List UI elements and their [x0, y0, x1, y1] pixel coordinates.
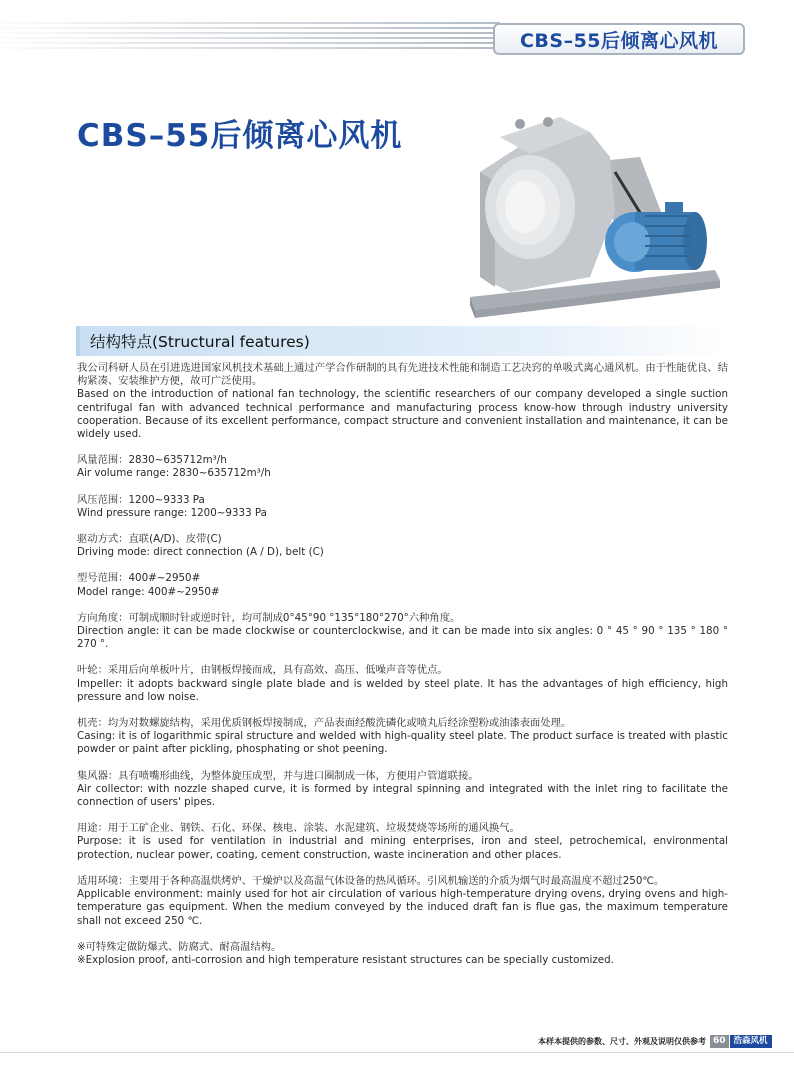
spec-casing-zh: 机壳：均为对数螺旋结构，采用优质钢板焊接制成，产品表面经酸洗磷化或喷丸后经涂塑粉或油漆表面处理。	[77, 717, 572, 730]
spec-air-volume-en: Air volume range: 2830~635712m³/h	[77, 467, 271, 480]
spec-purpose-en: Purpose: it is used for ventilation in industrial and mining enterprises, iron and steel, petrochemical, environmental protection, nuclear power, coating, cement construction, waste incineration and other places.	[77, 835, 728, 861]
spec-direction-angle-zh: 方向角度：可制成顺时针或逆时针，均可制成0°45°90 °135°180°270°六种角度。	[77, 611, 461, 624]
spec-wind-pressure-zh: 风压范围：1200~9333 Pa	[77, 493, 205, 506]
spec-customization-zh: ※可特殊定做防爆式、防腐式、耐高温结构。	[77, 940, 282, 953]
spec-air-collector-zh: 集风器：具有喷嘴形曲线，为整体旋压成型，并与进口圈制成一体，方便用户管道联接。	[77, 769, 479, 782]
spec-driving-mode-zh: 驱动方式：直联(A/D)、皮带(C)	[77, 533, 222, 546]
spec-wind-pressure-en: Wind pressure range: 1200~9333 Pa	[77, 506, 267, 519]
footer-divider	[0, 1052, 794, 1053]
section-title: 结构特点(Structural features)	[90, 333, 310, 351]
header-tab	[493, 23, 745, 55]
spec-impeller-zh: 叶轮：采用后向单板叶片，由钢板焊接而成，具有高效、高压、低噪声音等优点。	[77, 664, 448, 677]
spec-direction-angle-en: Direction angle: it can be made clockwise or counterclockwise, and it can be made into six angles: 0 ° 45 ° 90 ° 135 ° 180 ° 270 °.	[77, 625, 728, 651]
footer-disclaimer: 本样本提供的参数、尺寸、外观及说明仅供参考	[538, 1036, 706, 1046]
spec-customization-en: ※Explosion proof, anti-corrosion and high temperature resistant structures can be specially customized.	[77, 953, 614, 966]
spec-air-volume-zh: 风量范围：2830~635712m³/h	[77, 454, 227, 467]
spec-driving-mode-en: Driving mode: direct connection (A / D), belt (C)	[77, 546, 324, 559]
intro-zh: 我公司科研人员在引进选进国家风机技术基础上通过产学合作研制的具有先进技术性能和制造工艺决窍的单吸式离心通风机。由于性能优良、结构紧凑、安装维护方便，故可广泛使用。	[77, 362, 728, 388]
spec-environment-en: Applicable environment: mainly used for hot air circulation of various high-temperature drying ovens, drying ovens and high-temperature gas equipment. When the medium conveyed by the induced draft fan is flue gas, the maximum temperature shall not exceed 250 ℃.	[77, 888, 728, 927]
intro-en: Based on the introduction of national fan technology, the scientific researchers of our company developed a single suction centrifugal fan with advanced technical performance and manufacturing process know-how through industry university cooperation. Because of its excellent performance, compact structure and convenient installation and maintenance, it can be widely used.	[77, 388, 728, 441]
header-stripes	[0, 22, 500, 52]
spec-casing-en: Casing: it is of logarithmic spiral structure and welded with high-quality steel plate. The product surface is treated with plastic powder or paint after pickling, phosphating or shot peening.	[77, 730, 728, 756]
footer-brand: 浩森风机	[730, 1035, 772, 1048]
features-content	[77, 362, 728, 967]
section-header-structural-features	[76, 326, 728, 356]
header-tab-title: CBS–55后倾离心风机	[519, 29, 719, 52]
page-footer	[538, 1034, 772, 1048]
page-number: 60	[710, 1035, 729, 1048]
spec-model-range-en: Model range: 400#~2950#	[77, 585, 220, 598]
spec-model-range-zh: 型号范围：400#~2950#	[77, 572, 201, 585]
spec-air-collector-en: Air collector: with nozzle shaped curve, it is formed by integral spinning and integrated with the inlet ring to facilitate the connection of users' pipes.	[77, 782, 728, 809]
spec-purpose-zh: 用途：用于工矿企业、钢铁、石化、环保、核电、涂装、水泥建筑、垃圾焚烧等场所的通风换气。	[77, 822, 520, 835]
spec-environment-zh: 适用环境：主要用于各种高温烘烤炉、干燥炉以及高温气体设备的热风循环。引风机输送的介质为烟气时最高温度不超过250℃。	[77, 874, 665, 887]
spec-impeller-en: Impeller: it adopts backward single plate blade and is welded by steel plate. It has the advantages of high efficiency, high pressure and low noise.	[77, 677, 728, 703]
fan-product-image	[440, 112, 730, 324]
page-title: CBS–55后倾离心风机	[77, 118, 403, 154]
